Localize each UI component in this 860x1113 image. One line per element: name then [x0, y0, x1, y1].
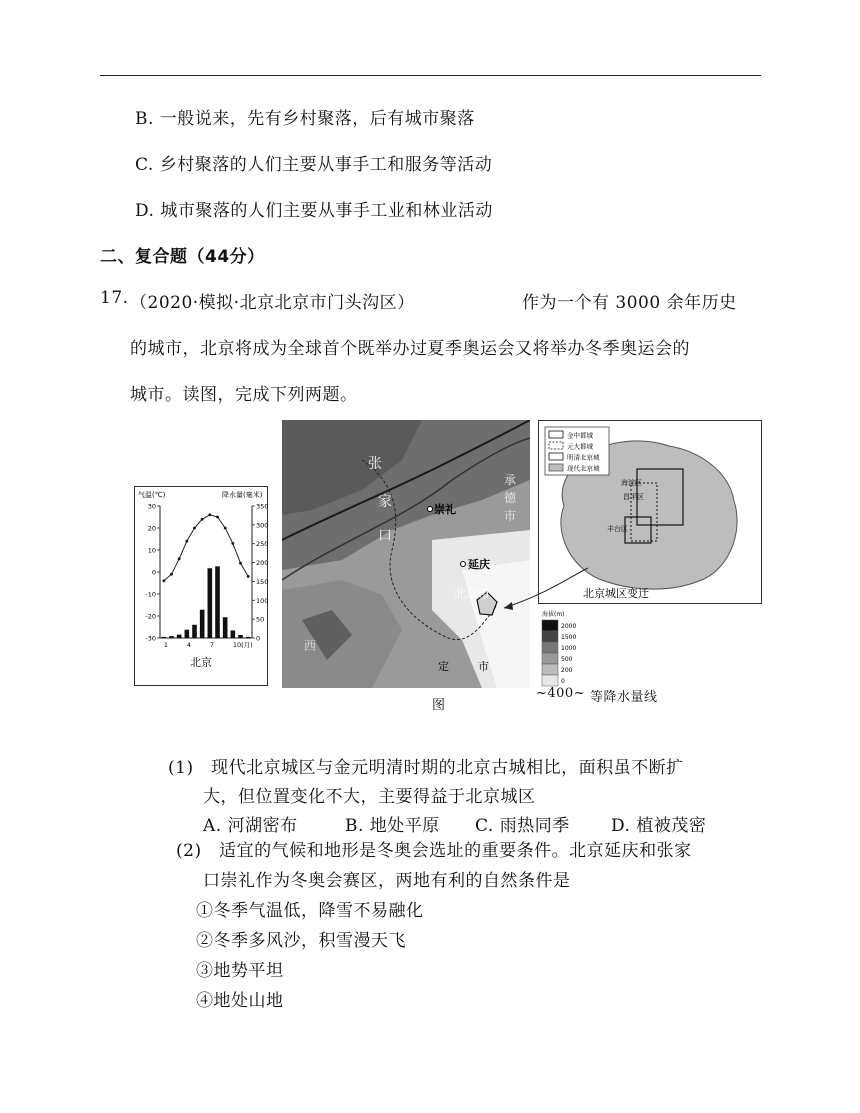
temp-tick-label: 20 — [147, 524, 156, 533]
label-ding: 定 — [438, 660, 449, 673]
sub1-options — [203, 811, 706, 836]
sub1-stem-1: (1) 现代北京城区与金元明清时期的北京古城相比，面积虽不断扩 — [168, 758, 684, 778]
elevation-title: 海拔(m) — [542, 611, 565, 618]
precip-bar — [246, 637, 251, 638]
precip-bar — [169, 636, 174, 638]
elevation-swatch — [542, 653, 558, 664]
sub1-option-d: D. 植被茂密 — [611, 816, 707, 836]
choice-d: D. 城市聚落的人们主要从事手工业和林业活动 — [135, 201, 493, 221]
precip-tick-label: 100 — [256, 596, 268, 605]
label-shi: 市 — [478, 660, 489, 673]
place-haidian: 海淀区 — [621, 479, 642, 487]
question-intro-2: 的城市，北京将成为全球首个既举办过夏季奥运会又将举办冬季奥运会的 — [130, 339, 690, 359]
sub2-stem-2: 口崇礼作为冬奥会赛区，两地有利的自然条件是 — [203, 871, 571, 891]
precip-bar — [177, 635, 182, 638]
inset-legend-label: 明清北京城 — [567, 453, 600, 462]
temp-tick-label: -20 — [145, 612, 156, 621]
precip-bar — [192, 625, 197, 638]
climate-chart-svg — [134, 486, 268, 686]
choice-c: C. 乡村聚落的人们主要从事手工和服务等活动 — [135, 155, 493, 175]
label-zhang: 张 — [368, 456, 382, 472]
elevation-swatch — [542, 675, 558, 686]
temp-point — [239, 562, 242, 565]
topo-map-svg — [282, 420, 530, 688]
isohyet-value: ~400~ — [536, 686, 586, 701]
precip-tick-label: 0 — [256, 634, 261, 643]
elevation-swatch — [542, 631, 558, 642]
temp-point — [162, 579, 165, 582]
precip-bar — [215, 566, 220, 638]
precip-bar — [208, 568, 213, 638]
sub2-stem-1: (2) 适宜的气候和地形是冬奥会选址的重要条件。北京延庆和张家 — [176, 841, 692, 861]
precip-tick-label: 250 — [256, 540, 268, 549]
precip-tick-label: 150 — [256, 577, 268, 586]
temp-point — [170, 573, 173, 576]
elevation-tick-label: 2000 — [561, 623, 577, 630]
precip-tick-label: 50 — [256, 615, 265, 624]
temp-tick-label: 0 — [151, 568, 156, 577]
topo-map — [282, 420, 530, 688]
choice-b: B. 一般说来，先有乡村聚落，后有城市聚落 — [135, 109, 475, 129]
elevation-tick-label: 1500 — [561, 634, 577, 641]
sub1-option-c: C. 雨热同季 — [475, 816, 570, 836]
precip-bar — [238, 635, 243, 638]
header-rule — [100, 75, 761, 76]
sub2-item-4: ④地处山地 — [196, 991, 284, 1011]
label-yanqing: 延庆 — [468, 558, 490, 571]
label-de: 德 — [504, 491, 517, 505]
label-kou: 口 — [378, 528, 392, 544]
month-label: 1 — [163, 641, 168, 649]
figure-caption: 图 — [432, 698, 446, 713]
label-chongli: 崇礼 — [434, 503, 456, 516]
temp-point — [185, 540, 188, 543]
inset-legend-swatch — [549, 464, 563, 471]
temp-point — [201, 518, 204, 521]
question-intro-3: 城市。读图，完成下列两题。 — [130, 385, 358, 405]
precip-axis-title: 降水量(毫米) — [222, 491, 263, 499]
sub2-item-2: ②冬季多风沙，积雪漫天飞 — [196, 931, 406, 951]
elevation-tick-label: 0 — [561, 678, 565, 685]
sub2-item-1: ①冬季气温低，降雪不易融化 — [196, 901, 424, 921]
precip-tick-label: 300 — [256, 521, 268, 530]
sub1-option-a: A. 河湖密布 — [203, 816, 298, 836]
label-cheng: 承 — [504, 473, 517, 487]
isohyet-label: 等降水量线 — [590, 690, 658, 705]
month-label: 4 — [186, 641, 191, 649]
temp-point — [231, 542, 234, 545]
inset-title: 北京城区变迁 — [583, 587, 649, 600]
inset-legend-label: 金中都城 — [567, 431, 593, 440]
month-label: 7 — [209, 641, 214, 649]
month-label: 10(月) — [232, 641, 253, 649]
precip-tick-label: 200 — [256, 559, 268, 568]
temp-point — [178, 557, 181, 560]
elevation-swatch — [542, 664, 558, 675]
precip-bar — [231, 630, 236, 638]
elevation-legend — [540, 608, 584, 694]
elevation-swatch — [542, 620, 558, 631]
elevation-tick-label: 500 — [561, 656, 573, 663]
inset-legend-swatch — [549, 442, 563, 449]
temp-tick-label: -10 — [145, 590, 156, 599]
climate-chart — [134, 486, 268, 686]
place-changping: 昌平区 — [623, 493, 644, 501]
elevation-tick-label: 200 — [561, 667, 573, 674]
city-label: 北京 — [190, 656, 212, 669]
elevation-steps — [542, 620, 576, 686]
question-number: 17. — [100, 288, 129, 308]
label-xi: 西 — [304, 639, 317, 653]
label-beijing: 北京市 — [454, 587, 491, 601]
precip-tick-label: 350 — [256, 502, 268, 511]
temp-point — [216, 516, 219, 519]
elevation-legend-svg — [540, 608, 584, 694]
figure — [128, 418, 760, 718]
sub1-option-b: B. 地处平原 — [345, 816, 440, 836]
temp-point — [208, 513, 211, 516]
label-shi2: 市 — [504, 509, 517, 523]
elevation-tick-label: 1000 — [561, 645, 577, 652]
temp-tick-label: -30 — [145, 634, 156, 643]
question-source: （2020·模拟·北京北京市门头沟区） — [130, 293, 415, 313]
precip-bar — [223, 617, 228, 638]
inset-legend-label: 现代北京城 — [567, 464, 600, 473]
question-intro-1: 作为一个有 3000 余年历史 — [522, 293, 737, 313]
temp-point — [247, 575, 250, 578]
elevation-swatch — [542, 642, 558, 653]
temp-tick-label: 30 — [147, 502, 156, 511]
sub2-item-3: ③地势平坦 — [196, 961, 284, 981]
temp-point — [193, 527, 196, 530]
inset-legend-swatch — [549, 453, 563, 460]
section-title: 二、复合题（44分） — [100, 247, 265, 267]
label-jia: 家 — [378, 494, 392, 510]
precip-bar — [200, 610, 205, 638]
place-fengtai: 丰台区 — [607, 525, 628, 533]
inset-legend-label: 元大都城 — [567, 442, 593, 451]
temp-point — [224, 527, 227, 530]
temp-tick-label: 10 — [147, 546, 156, 555]
precip-bar — [162, 637, 167, 638]
temp-axis-title: 气温(℃) — [138, 491, 166, 499]
inset-legend-swatch — [549, 431, 563, 438]
sub1-stem-2: 大，但位置变化不大，主要得益于北京城区 — [203, 787, 536, 807]
precip-bar — [185, 630, 190, 638]
